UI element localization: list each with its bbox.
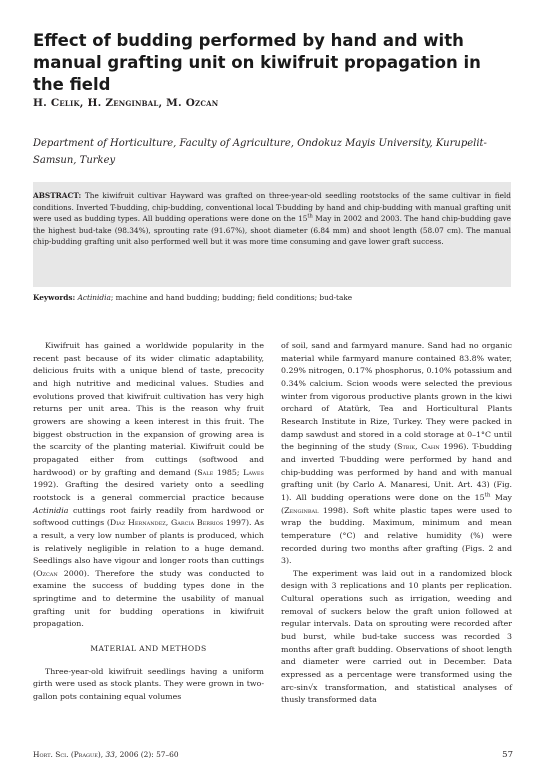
- paragraph-design: The experiment was laid out in a randomized block design with 3 replications and 10 plants per replication. Cultural operations such as irrigation, weeding and removal of suckers below the graft union followed at regular intervals. Data on sprouting were recorded after bud burst, while bud-take success was recorded 3 months after graft budding. Observations of shoot length and diameter were carried out in December. Data expressed as a percentage were transformed using the arc-sin√x transformation, and statistical analyses of thusly transformed data: [281, 568, 512, 705]
- sqrt-symbol: √x: [308, 682, 318, 692]
- keywords-label: Keywords: [33, 293, 73, 302]
- abstract-label: ABSTRACT:: [33, 191, 82, 200]
- keywords-text: ; machine and hand budding; budding; field conditions; bud-take: [110, 293, 353, 302]
- paragraph-methods: Three-year-old kiwifruit seedlings having a uniform girth were used as stock plants. They were grown in two-gallon pots containing equal volumes: [33, 666, 264, 702]
- abstract-text-2: May in 2002 and 2003. The hand chip-budding gave the highest bud-take (98.34%), sprouting rate (91.67%), shoot diameter (6.84 mm) and shoot length (58.07 cm). The manual chip-budding grafting unit also performed well but it was more time consuming and gave lower graft success.: [33, 214, 511, 246]
- abstract-text-1: The kiwifruit cultivar Hayward was grafted on three-year-old seedling rootstocks of the same cultivar in field conditions. Inverted T-budding, chip-budding, conventional local T-budding by hand and chip-budding with manual grafting unit were used as budding types. All budding operations were done on the 15: [33, 191, 511, 223]
- abstract: [33, 190, 511, 248]
- journal-issue: , 2006 (2): 57–60: [114, 750, 179, 759]
- paper-title: Effect of budding performed by hand and with manual grafting unit on kiwifruit propagation in the field: [33, 31, 481, 94]
- paragraph-materials: of soil, sand and farmyard manure. Sand had no organic material while farmyard manure contained 83.8% water, 0.29% nitrogen, 0.17% phosphorus, 0.10% potassium and 0.34% calcium. Scion woods were selected the previous winter from vigorous productive plants grown in the kiwi orchard of Atatürk, Tea and Horticultural Plants Research Institute in Rize, Turkey. They were packed in damp sawdust and stored in a cold storage at 0–1°C until the beginning of the study (Stbik, Cahn 1996). T-budding and inverted T-budding were performed by hand and chip-budding was performed by hand and with manual grafting unit (by Carlo A. Manaresi, Unit. Art. 43) (Fig. 1). All budding operations were done on the 15th May (Zenginbal 1998). Soft white plastic tapes were used to wrap the budding. Maximum, minimum and mean temperature (°C) and relative humidity (%) were recorded during two months after grafting (Figs. 2 and 3).: [281, 341, 512, 566]
- paragraph-intro: Kiwifruit has gained a worldwide popularity in the recent past because of its wider climatic adaptability, delicious fruits with a unique blend of taste, precocity and high nutritive and medicinal values. Studies and evolutions proved that kiwifruit cultivation has very high returns per unit area. This is the reason why fruit growers are showing a keen interest in this fruit. The biggest obstruction in the expansion of growing area is the scarcity of the planting material. Kiwifruit could be propagated either from cuttings (softwood and hardwood) or by grafting and demand (Sale 1985; Lawes 1992). Grafting the desired variety onto a seedling rootstock is a general commercial practice because Actinidia cuttings root fairly readily from hardwood or softwood cuttings (Diaz Hernandez, Garcia Berrios 1997). As a result, a very low number of plants is produced, which is relatively negligible in relation to a huge demand. Seedlings also have vigour and longer roots than cuttings (Ozcan 2000). Therefore the study was conducted to examine the success of budding types done in the springtime and to determine the usability of manual grafting unit for budding operations in kiwifruit propagation.: [33, 341, 264, 629]
- keywords: Keywords: Actinidia; machine and hand budding; budding; field conditions; bud-take: [33, 293, 353, 302]
- citation: Zenginbal 1998: [284, 505, 343, 515]
- author-list: H. Celik, H. Zenginbal, M. Ozcan: [33, 97, 219, 109]
- italic-term: Actinidia: [33, 505, 69, 515]
- journal-volume: 33: [105, 750, 115, 759]
- citation: Stbik, Cahn 1996: [397, 442, 464, 452]
- section-heading: MATERIAL AND METHODS: [90, 644, 207, 654]
- superscript: th: [484, 492, 491, 499]
- affiliation: Department of Horticulture, Faculty of Agriculture, Ondokuz Mayis University, Kurupelit-Samsun, Turkey: [33, 138, 487, 166]
- page-footer: [33, 750, 513, 759]
- page-number: 57: [502, 750, 513, 760]
- citation: Diaz Hernandez, Garcia Berrios 1997: [109, 518, 246, 528]
- body-column-left: [33, 340, 264, 704]
- keywords-italic: Actinidia: [77, 293, 111, 302]
- body-column-right: [281, 340, 512, 707]
- abstract-superscript: th: [307, 213, 313, 220]
- citation: Sale 1985; Lawes 1992: [33, 467, 264, 490]
- journal-name: Hort. Sci. (Prague),: [33, 750, 106, 759]
- citation: Ozcan 2000: [36, 568, 84, 578]
